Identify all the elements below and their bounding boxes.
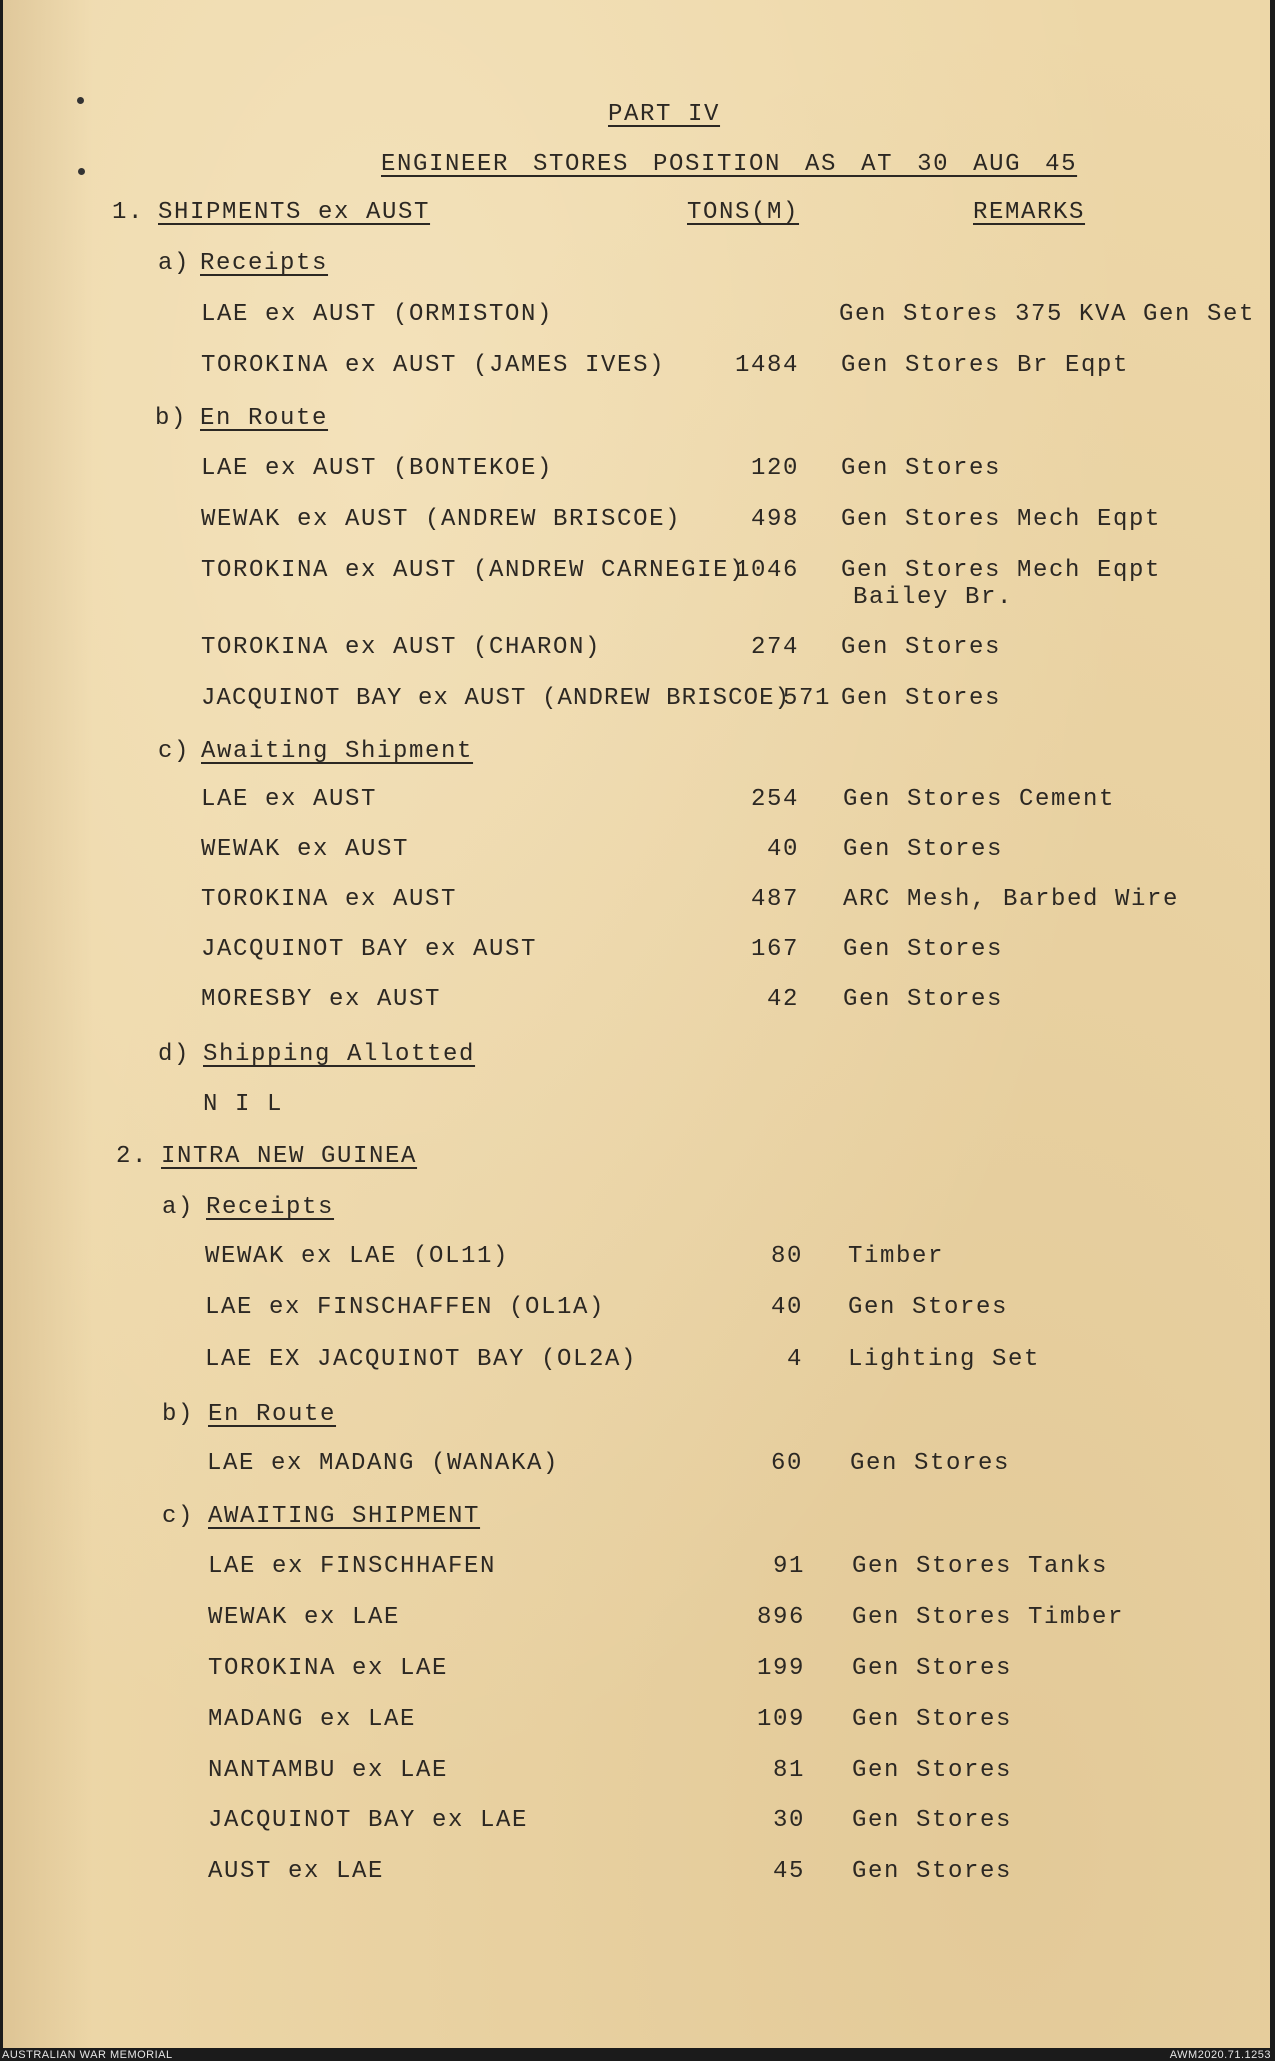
table-row-route: LAE ex MADANG (WANAKA) [207,1450,560,1477]
table-row-tons: 80 [770,1243,803,1270]
table-row-remarks: Gen Stores Mech Eqpt [841,506,1162,533]
table-row-route: TOROKINA ex AUST (CHARON) [201,634,602,661]
table-row-route: JACQUINOT BAY ex AUST (ANDREW BRISCOE) [201,685,791,712]
tons-column-header: TONS(M) [687,199,800,226]
table-row-tons: 1046 [734,557,799,584]
table-row-route: LAE EX JACQUINOT BAY (OL2A) [205,1346,638,1373]
table-row-remarks: Gen Stores [843,836,1004,863]
table-row-remarks: Gen Stores [852,1706,1013,1733]
table-row-route: LAE ex AUST (ORMISTON) [201,301,554,328]
subsection-label: d) [158,1041,191,1068]
table-row-tons: 30 [772,1807,805,1834]
table-row-remarks: Gen Stores [852,1858,1013,1885]
subsection-label: c) [158,738,191,765]
document-page [3,0,1270,2048]
subsection-title: Awaiting Shipment [201,738,474,765]
punch-hole [78,168,85,175]
table-row-tons: 254 [750,786,799,813]
table-row-tons: 1484 [734,352,799,379]
nil-value: N I L [203,1091,284,1118]
table-row-tons: 91 [772,1553,805,1580]
table-row-remarks: Gen Stores Timber [852,1604,1125,1631]
table-row-route: LAE ex FINSCHHAFEN [208,1553,497,1580]
footer-institution: AUSTRALIAN WAR MEMORIAL [2,2049,173,2061]
part-heading: PART IV [608,101,721,128]
table-row-tons: 81 [772,1757,805,1784]
table-row-route: WEWAK ex LAE (OL11) [205,1243,510,1270]
subsection-title: Receipts [206,1194,335,1221]
subsection-label: b) [155,405,188,432]
table-row-tons: 40 [766,836,799,863]
table-row-tons: 40 [770,1294,803,1321]
subsection-label: b) [162,1401,195,1428]
section-title: SHIPMENTS ex AUST [158,199,431,226]
table-row-remarks: Gen Stores [841,685,1002,712]
subsection-label: a) [158,250,191,277]
table-row-remarks: Gen Stores 375 KVA Gen Set [839,301,1256,328]
table-row-tons: 42 [766,986,799,1013]
table-row-remarks: Gen Stores [852,1757,1013,1784]
table-row-route: MADANG ex LAE [208,1706,417,1733]
table-row-remarks: Gen Stores Tanks [852,1553,1109,1580]
document-title: ENGINEER STORES POSITION AS AT 30 AUG 45 [381,151,1078,178]
table-row-tons: 896 [756,1604,805,1631]
remarks-column-header: REMARKS [973,199,1086,226]
table-row-remarks: Lighting Set [848,1346,1041,1373]
subsection-title: En Route [208,1401,337,1428]
table-row-remarks: Gen Stores Cement [843,786,1116,813]
table-row-remarks: Gen Stores [841,634,1002,661]
table-row-tons: 109 [756,1706,805,1733]
section-number: 1. [112,199,145,226]
table-row-tons: 45 [772,1858,805,1885]
table-row-route: LAE ex FINSCHAFFEN (OL1A) [205,1294,606,1321]
subsection-label: c) [162,1503,195,1530]
table-row-remarks: Gen Stores Br Eqpt [841,352,1130,379]
section-title: INTRA NEW GUINEA [161,1143,418,1170]
table-row-remarks: Gen Stores [843,936,1004,963]
table-row-remarks-continued: Bailey Br. [853,584,1014,611]
table-row-tons: 120 [750,455,799,482]
page-shading [3,0,93,2048]
table-row-tons: 199 [756,1655,805,1682]
section-number: 2. [116,1143,149,1170]
punch-hole [77,97,84,104]
subsection-title: Receipts [200,250,329,277]
table-row-remarks: Gen Stores [841,455,1002,482]
table-row-route: AUST ex LAE [208,1858,385,1885]
table-row-tons: 60 [770,1450,803,1477]
table-row-remarks: Gen Stores [852,1655,1013,1682]
table-row-tons: 571 [783,685,832,712]
table-row-remarks: Gen Stores [843,986,1004,1013]
table-row-route: WEWAK ex AUST (ANDREW BRISCOE) [201,506,682,533]
table-row-route: TOROKINA ex LAE [208,1655,449,1682]
table-row-route: JACQUINOT BAY ex AUST [201,936,538,963]
table-row-route: WEWAK ex AUST [201,836,410,863]
subsection-title: AWAITING SHIPMENT [208,1503,481,1530]
table-row-route: NANTAMBU ex LAE [208,1757,449,1784]
table-row-tons: 498 [750,506,799,533]
table-row-route: TOROKINA ex AUST [201,886,458,913]
table-row-remarks: Gen Stores [850,1450,1011,1477]
table-row-route: WEWAK ex LAE [208,1604,401,1631]
table-row-remarks: Gen Stores Mech Eqpt [841,557,1162,584]
table-row-route: MORESBY ex AUST [201,986,442,1013]
table-row-route: TOROKINA ex AUST (JAMES IVES) [201,352,666,379]
table-row-tons: 4 [786,1346,803,1373]
table-row-tons: 487 [750,886,799,913]
table-row-remarks: ARC Mesh, Barbed Wire [843,886,1180,913]
table-row-route: LAE ex AUST [201,786,378,813]
table-row-tons: 167 [750,936,799,963]
footer-accession-number: AWM2020.71.1253 [1169,2049,1271,2061]
table-row-remarks: Gen Stores [852,1807,1013,1834]
table-row-remarks: Gen Stores [848,1294,1009,1321]
subsection-title: Shipping Allotted [203,1041,476,1068]
subsection-label: a) [162,1194,195,1221]
subsection-title: En Route [200,405,329,432]
table-row-route: TOROKINA ex AUST (ANDREW CARNEGIE) [201,557,746,584]
table-row-remarks: Timber [848,1243,945,1270]
table-row-route: JACQUINOT BAY ex LAE [208,1807,529,1834]
table-row-tons: 274 [750,634,799,661]
table-row-route: LAE ex AUST (BONTEKOE) [201,455,554,482]
